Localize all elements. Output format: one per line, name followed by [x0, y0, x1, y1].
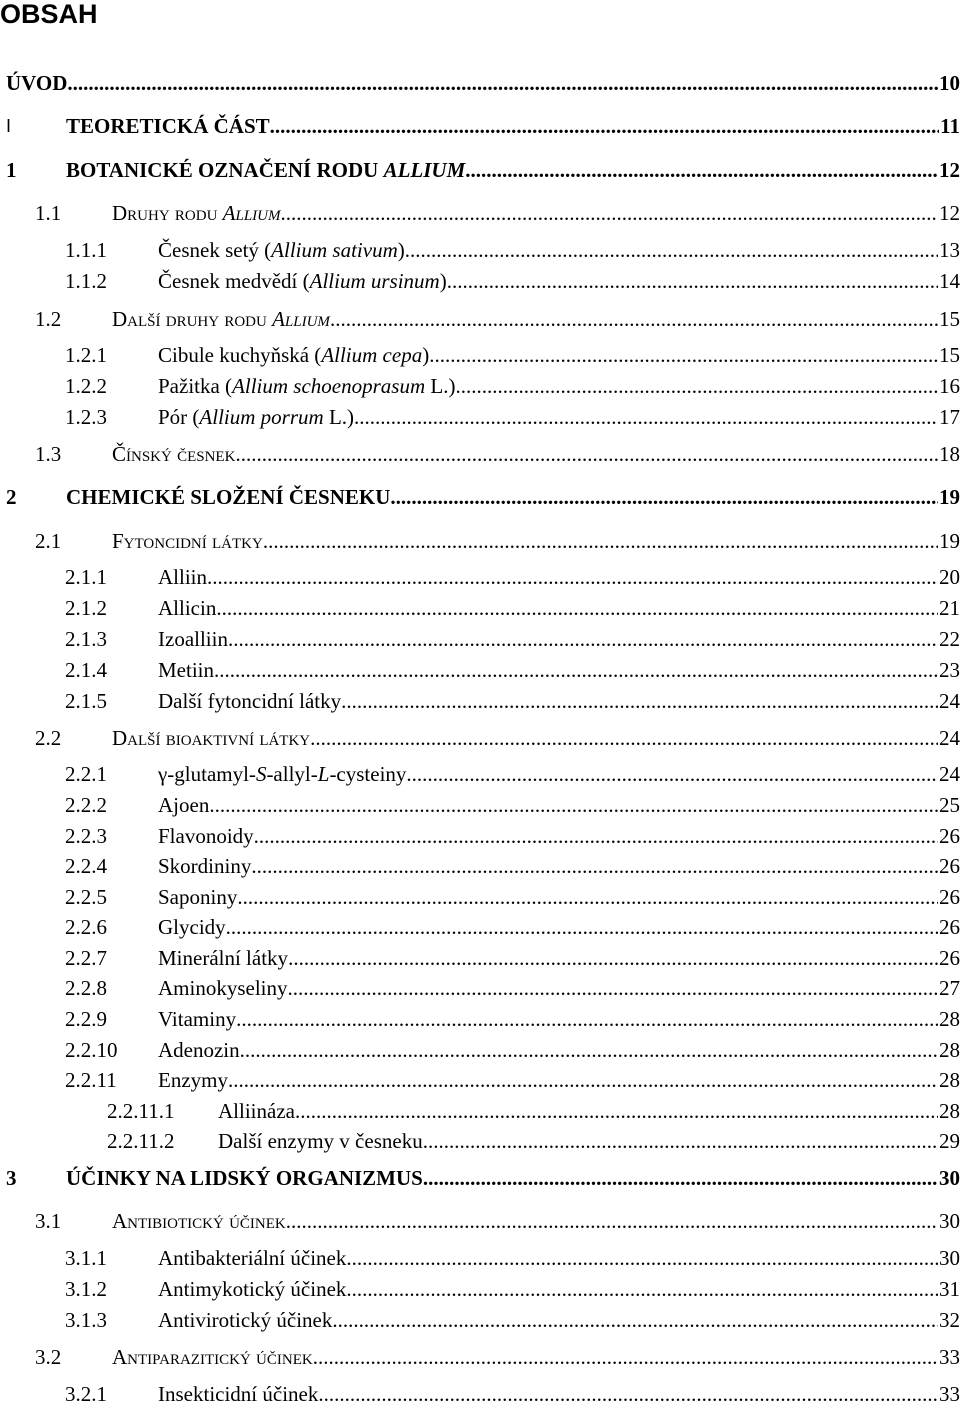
toc-page-number: 33: [939, 1382, 960, 1406]
toc-entry-label-part: Antiparazitický účinek: [112, 1345, 313, 1369]
toc-entry-label-part: Česnek medvědí (: [158, 269, 310, 293]
toc-entry-label-part: Antibakteriální účinek: [158, 1246, 347, 1270]
toc-entry-label-part: Česnek setý (: [158, 238, 272, 262]
toc-page-number: 26: [939, 915, 960, 939]
toc-entry[interactable]: [0, 528, 960, 554]
toc-entry-label: [158, 373, 455, 399]
toc-entry-body: [6, 70, 960, 96]
toc-page-number: 28: [939, 1068, 960, 1092]
toc-entry-label-part: S: [255, 762, 267, 786]
toc-page-number: 22: [939, 627, 960, 651]
toc-entry-number: I: [6, 116, 12, 136]
toc-entry[interactable]: [0, 1037, 960, 1063]
toc-page-number: 29: [939, 1129, 960, 1153]
toc-entry-label-part: Minerální látky: [158, 946, 289, 970]
toc-entry-number: 1.1.2: [65, 269, 107, 293]
toc-entry-label-part: Flavonoidy: [158, 824, 254, 848]
toc-page-number: 14: [939, 269, 960, 293]
toc-entry-number: 2.1.5: [65, 689, 107, 713]
toc-entry-label-part: ): [422, 343, 430, 367]
dot-leader: [423, 1165, 938, 1191]
toc-entry-label: [158, 657, 214, 683]
toc-entry-label-part: ): [397, 238, 405, 262]
toc-entry-body: [158, 823, 960, 849]
toc-entry-label: [112, 441, 235, 467]
dot-leader: [235, 441, 938, 467]
toc-page-number: 28: [939, 1038, 960, 1062]
dot-leader: [318, 1381, 938, 1407]
toc-entry[interactable]: [0, 792, 960, 818]
toc-entry-label-part: γ-glutamyl-: [158, 762, 256, 786]
toc-entry-label-part: Enzymy: [158, 1068, 228, 1092]
toc-entry-number: 2: [6, 485, 17, 509]
toc-entry[interactable]: [0, 914, 960, 940]
toc-page-number: 24: [939, 762, 960, 786]
toc-entry-label-part: Cibule kuchyňská (: [158, 343, 322, 367]
toc-entry-body: [218, 1098, 960, 1124]
toc-entry-label: [112, 1344, 313, 1370]
toc-entry-number: 3: [6, 1166, 17, 1190]
toc-entry-body: [112, 725, 960, 751]
toc-entry-label-part: Antibiotický účinek: [112, 1209, 286, 1233]
toc-entry-number: 2.2.6: [65, 915, 107, 939]
toc-entry-label-part: Allium porrum: [199, 405, 324, 429]
dot-leader: [226, 914, 938, 940]
toc-entry-label-part: ÚČINKY NA LIDSKÝ ORGANIZMUS: [66, 1166, 423, 1190]
toc-entry[interactable]: [0, 853, 960, 879]
toc-page-number: 24: [939, 689, 960, 713]
dot-leader: [281, 200, 938, 226]
toc-entry-label: [218, 1098, 295, 1124]
toc-entry-label-part: Další fytoncidní látky: [158, 689, 342, 713]
toc-entry-number: 3.1: [35, 1209, 62, 1233]
toc-entry-label-part: TEORETICKÁ ČÁST: [66, 114, 270, 138]
dot-leader: [310, 725, 938, 751]
toc-entry-label-part: -allyl-: [266, 762, 318, 786]
toc-entry-label: [112, 725, 310, 751]
toc-entry[interactable]: [0, 595, 960, 621]
toc-entry-number: 1: [6, 158, 17, 182]
toc-page-number: 18: [939, 442, 960, 466]
toc-entry-label: [158, 945, 288, 971]
toc-page-number: 19: [939, 485, 960, 509]
toc-page-number: 11: [940, 114, 960, 138]
toc-entry-body: [158, 564, 960, 590]
toc-entry-label-part: Alliináza: [218, 1099, 295, 1123]
toc-entry[interactable]: [0, 1307, 960, 1333]
toc-entry-label-part: Allium ursinum: [309, 269, 440, 293]
dot-leader: [465, 157, 938, 183]
toc-entry-label-part: Další enzymy v česneku: [218, 1129, 423, 1153]
toc-entry-body: [158, 975, 960, 1001]
toc-entry-label-part: L: [317, 762, 330, 786]
toc-entry-label-part: Ajoen: [158, 793, 210, 817]
toc-entry-number: 1.3: [35, 442, 62, 466]
toc-entry-label-part: Skordininy: [158, 854, 252, 878]
toc-page-number: 31: [939, 1277, 960, 1301]
dot-leader: [390, 484, 938, 510]
toc-entry-number: 2.1.2: [65, 596, 107, 620]
dot-leader: [286, 1208, 938, 1234]
toc-page-number: 12: [939, 158, 960, 182]
toc-entry-number: 2.2.9: [65, 1007, 107, 1031]
toc-entry-label-part: Allium schoenoprasum: [232, 374, 426, 398]
toc-page-number: 21: [939, 596, 960, 620]
toc-page-number: 32: [939, 1308, 960, 1332]
toc-entry-body: [158, 237, 960, 263]
toc-entry[interactable]: [0, 157, 960, 183]
toc-entry-number: 2.1: [35, 529, 62, 553]
toc-entry-label: [158, 975, 288, 1001]
dot-leader: [423, 1128, 938, 1154]
dot-leader: [346, 1245, 938, 1271]
toc-entry-body: [66, 157, 960, 183]
toc-entry-label: [158, 595, 216, 621]
toc-entry-label-part: Čínský česnek: [112, 442, 236, 466]
toc-page-number: 10: [939, 71, 960, 95]
toc-page-number: 24: [939, 726, 960, 750]
toc-entry-label: [112, 528, 263, 554]
toc-entry-number: 2.2.4: [65, 854, 107, 878]
toc-entry[interactable]: [0, 342, 960, 368]
toc-entry[interactable]: [0, 373, 960, 399]
toc-entry-label-part: CHEMICKÉ SLOŽENÍ ČESNEKU: [66, 485, 391, 509]
dot-leader: [237, 884, 938, 910]
dot-leader: [406, 761, 938, 787]
toc-entry-label: [158, 1037, 240, 1063]
toc-page-number: 25: [939, 793, 960, 817]
toc-page-number: 33: [939, 1345, 960, 1369]
toc-entry-body: [112, 1208, 960, 1234]
toc-entry-body: [158, 914, 960, 940]
toc-entry[interactable]: [0, 306, 960, 332]
toc-entry-label-part: Izoalliin: [158, 627, 228, 651]
toc-page-number: 20: [939, 565, 960, 589]
dot-leader: [341, 688, 938, 714]
toc-entry-number: 2.2.11: [65, 1068, 117, 1092]
toc-entry[interactable]: [0, 1344, 960, 1370]
dot-leader: [207, 564, 938, 590]
toc-entry[interactable]: [0, 441, 960, 467]
toc-entry-number: 2.2.1: [65, 762, 107, 786]
toc-entry-number: 2.1.1: [65, 565, 107, 589]
toc-entry[interactable]: [0, 975, 960, 1001]
toc-entry-body: [66, 484, 960, 510]
toc-entry-number: 2.2.11.1: [107, 1099, 175, 1123]
toc-entry[interactable]: [0, 1381, 960, 1407]
toc-entry-number: 2.2.2: [65, 793, 107, 817]
toc-entry[interactable]: [0, 1006, 960, 1032]
toc-entry-number: 3.2: [35, 1345, 62, 1369]
toc-entry-label: [158, 1245, 346, 1271]
toc-entry-body: [158, 688, 960, 714]
toc-entry-body: [66, 1165, 960, 1191]
toc-entry-number: 2.2.11.2: [107, 1129, 175, 1153]
dot-leader: [288, 945, 938, 971]
toc-page-number: 16: [939, 374, 960, 398]
toc-entry-label: [158, 1067, 228, 1093]
toc-entry-label-part: Fytoncidní látky: [112, 529, 263, 553]
dot-leader: [429, 342, 938, 368]
toc-entry-body: [158, 342, 960, 368]
toc-entry-number: 1.2.3: [65, 405, 107, 429]
toc-entry-body: [158, 626, 960, 652]
toc-entry-number: 3.2.1: [65, 1382, 107, 1406]
toc-entry[interactable]: [0, 945, 960, 971]
toc-entry-label-part: ): [439, 269, 447, 293]
toc-entry-label-part: Adenozin: [158, 1038, 240, 1062]
dot-leader: [209, 792, 938, 818]
toc-entry[interactable]: [0, 1276, 960, 1302]
toc-entry-body: [158, 761, 960, 787]
toc-entry-number: 2.2.5: [65, 885, 107, 909]
toc-entry-number: 2.2.8: [65, 976, 107, 1000]
toc-entry-label-part: Glycidy: [158, 915, 226, 939]
toc-entry-body: [112, 441, 960, 467]
dot-leader: [254, 823, 938, 849]
toc-page-number: 15: [939, 307, 960, 331]
toc-entry-body: [112, 306, 960, 332]
toc-entry-label-part: Allium cepa: [321, 343, 423, 367]
toc-entry-body: [158, 1006, 960, 1032]
toc-entry[interactable]: [0, 268, 960, 294]
toc-entry-label-part: Antimykotický účinek: [158, 1277, 347, 1301]
toc-entry-body: [158, 1067, 960, 1093]
toc-entry-body: [158, 1245, 960, 1271]
toc-entry[interactable]: [0, 1128, 960, 1154]
toc-entry-body: [112, 1344, 960, 1370]
toc-entry-label-part: Antivirotický účinek: [158, 1308, 333, 1332]
toc-entry[interactable]: [0, 70, 960, 96]
toc-entry-label-part: L.): [425, 374, 456, 398]
toc-entry-label-part: L.): [323, 405, 355, 429]
toc-entry-body: [158, 792, 960, 818]
toc-entry-label: [66, 1165, 423, 1191]
toc-entry-number: 2.2: [35, 726, 62, 750]
toc-entry-label-part: BOTANICKÉ OZNAČENÍ RODU: [66, 158, 384, 182]
toc-entry-label: [158, 1276, 346, 1302]
toc-entry-number: 2.1.3: [65, 627, 107, 651]
toc-page-number: 12: [939, 201, 960, 225]
toc-entry-number: 1.1: [35, 201, 62, 225]
dot-leader: [240, 1037, 938, 1063]
toc-entry-label-part: Allium sativum: [271, 238, 398, 262]
toc-entry-body: [158, 1381, 960, 1407]
toc-page-number: 28: [939, 1099, 960, 1123]
toc-entry[interactable]: [0, 484, 960, 510]
toc-entry-label-part: Druhy rodu: [112, 201, 223, 225]
toc-page-number: 26: [939, 824, 960, 848]
toc-page-number: 30: [939, 1209, 960, 1233]
toc-entry-label-part: Insekticidní účinek: [158, 1382, 319, 1406]
toc-entry-number: 2.1.4: [65, 658, 107, 682]
dot-leader: [251, 853, 938, 879]
toc-entry[interactable]: [0, 1208, 960, 1234]
toc-entry-number: 1.1.1: [65, 238, 107, 262]
toc-entry[interactable]: [0, 1165, 960, 1191]
toc-page-number: 30: [939, 1166, 960, 1190]
toc-entry[interactable]: [0, 688, 960, 714]
toc-entry-label: [158, 914, 226, 940]
dot-leader: [346, 1276, 938, 1302]
dot-leader: [228, 626, 938, 652]
toc-page-number: 19: [939, 529, 960, 553]
toc-entry-label: ÚVOD: [6, 71, 68, 95]
toc-entry-body: [158, 1276, 960, 1302]
dot-leader: [216, 595, 938, 621]
toc-entry[interactable]: [0, 823, 960, 849]
toc-entry-label-part: Pór (: [158, 405, 200, 429]
dot-leader: [405, 237, 938, 263]
toc-page-number: 26: [939, 946, 960, 970]
toc-entry-label-part: Další bioaktivní látky: [112, 726, 311, 750]
toc-entry-label: [112, 200, 281, 226]
dot-leader: [332, 1307, 938, 1333]
toc-entry-body: [112, 200, 960, 226]
toc-entry-label-part: Další druhy rodu: [112, 307, 273, 331]
toc-entry-label: [66, 484, 390, 510]
toc-entry-body: [158, 945, 960, 971]
toc-entry[interactable]: [0, 657, 960, 683]
toc-entry[interactable]: [0, 237, 960, 263]
toc-entry-number: 3.1.3: [65, 1308, 107, 1332]
toc-entry-label: [158, 884, 237, 910]
toc-entry-label-part: Saponiny: [158, 885, 238, 909]
toc-entry-label: [66, 157, 465, 183]
toc-page-number: 23: [939, 658, 960, 682]
toc-entry-body: [158, 268, 960, 294]
toc-entry-label-part: Allium: [222, 201, 281, 225]
toc-entry-label: [158, 688, 341, 714]
toc-entry-label-part: -cysteiny: [329, 762, 407, 786]
toc-entry-label: [158, 237, 405, 263]
dot-leader: [288, 975, 939, 1001]
dot-leader: [455, 373, 938, 399]
toc-entry-body: [158, 884, 960, 910]
toc-entry-number: 3.1.1: [65, 1246, 107, 1270]
toc-entry-label: [158, 1307, 332, 1333]
toc-page-number: 26: [939, 885, 960, 909]
toc-entry-body: [158, 595, 960, 621]
dot-leader: [67, 70, 938, 96]
toc-entry-label: [158, 1381, 318, 1407]
toc-entry[interactable]: [0, 725, 960, 751]
toc-entry-body: [112, 528, 960, 554]
toc-entry-label: [112, 1208, 286, 1234]
toc-entry[interactable]: [0, 626, 960, 652]
toc-entry-label: [158, 1006, 236, 1032]
toc-page-number: 28: [939, 1007, 960, 1031]
dot-leader: [263, 528, 938, 554]
toc-page-number: 15: [939, 343, 960, 367]
toc-page-number: 13: [939, 238, 960, 262]
toc-entry-label-part: ALLIUM: [383, 158, 466, 182]
toc-entry-label-part: Allicin: [158, 596, 217, 620]
toc-entry-body: [158, 853, 960, 879]
toc-entry-number: 3.1.2: [65, 1277, 107, 1301]
toc-entry[interactable]: [0, 200, 960, 226]
toc-entry-body: [66, 113, 960, 139]
toc-entry-number: 1.2: [35, 307, 62, 331]
toc-page-number: 27: [939, 976, 960, 1000]
dot-leader: [295, 1098, 938, 1124]
toc-entry-label: [158, 823, 254, 849]
toc-entry[interactable]: [0, 884, 960, 910]
toc-page-number: 30: [939, 1246, 960, 1270]
toc-entry[interactable]: [0, 761, 960, 787]
toc-entry-label: [218, 1128, 423, 1154]
toc-entry-label: [158, 626, 228, 652]
toc-entry-body: [158, 657, 960, 683]
toc-entry-label-part: Metiin: [158, 658, 214, 682]
toc-entry-number: 2.2.7: [65, 946, 107, 970]
dot-leader: [313, 1344, 938, 1370]
dot-leader: [354, 404, 938, 430]
toc-entry-number: 1.2.1: [65, 343, 107, 367]
toc-entry-label-part: Vitaminy: [158, 1007, 237, 1031]
toc-entry-label: [66, 113, 270, 139]
toc-entry-number: 1.2.2: [65, 374, 107, 398]
dot-leader: [236, 1006, 938, 1032]
toc-entry-body: [158, 1307, 960, 1333]
toc-entry-label: [158, 792, 209, 818]
dot-leader: [228, 1067, 938, 1093]
toc-entry-number: 2.2.3: [65, 824, 107, 848]
dot-leader: [330, 306, 938, 332]
toc-entry-label-part: Pažitka (: [158, 374, 233, 398]
toc-page-number: 17: [939, 405, 960, 429]
toc-entry-number: 2.2.10: [65, 1038, 118, 1062]
toc-entry-label: [158, 761, 406, 787]
dot-leader: [214, 657, 938, 683]
toc-entry[interactable]: [0, 1098, 960, 1124]
toc-entry-body: [158, 404, 960, 430]
toc-entry-label: [158, 268, 447, 294]
dot-leader: [270, 113, 940, 139]
toc-entry-label-part: Aminokyseliny: [158, 976, 288, 1000]
toc-entry-body: [158, 1037, 960, 1063]
toc-entry-label-part: Allium: [272, 307, 330, 331]
toc-entry[interactable]: [0, 113, 960, 139]
toc-entry-label-part: Alliin: [158, 565, 208, 589]
toc-entry-label: [158, 404, 354, 430]
toc-entry-body: [158, 373, 960, 399]
toc-entry[interactable]: [0, 404, 960, 430]
toc-entry-body: [218, 1128, 960, 1154]
dot-leader: [447, 268, 938, 294]
toc-entry[interactable]: [0, 1067, 960, 1093]
toc-entry-label: [158, 342, 429, 368]
toc-entry-label: [158, 564, 207, 590]
toc-entry[interactable]: [0, 1245, 960, 1271]
toc-entry[interactable]: [0, 564, 960, 590]
toc-entry-label: [112, 306, 330, 332]
toc-entry-label: [158, 853, 251, 879]
toc-page-number: 26: [939, 854, 960, 878]
page-title: OBSAH: [0, 0, 98, 29]
